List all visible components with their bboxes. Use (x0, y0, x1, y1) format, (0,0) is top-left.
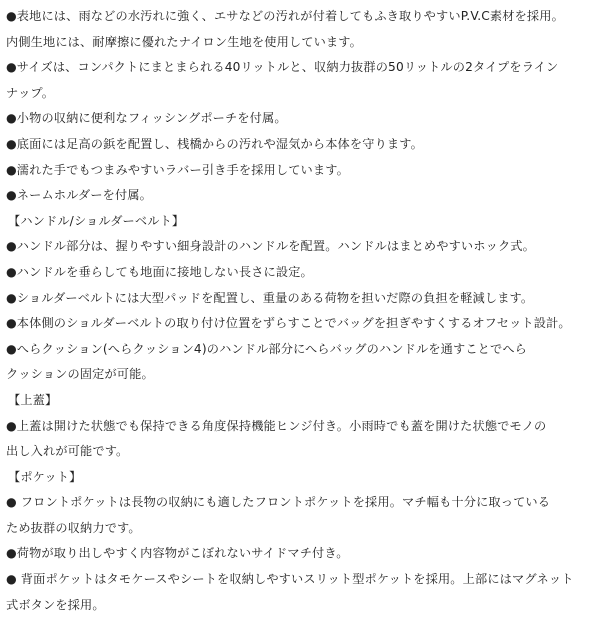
feature-line: クッションの固定が可能。 (6, 367, 154, 382)
feature-line: ●ハンドル部分は、握りやすい細身設計のハンドルを配置。ハンドルはまとめやすいホック式。 (6, 239, 535, 254)
section-heading-pocket: 【ポケット】 (8, 469, 82, 484)
section-heading-lid: 【上蓋】 (8, 392, 58, 407)
feature-line: ●上蓋は開けた状態でも保持できる角度保持機能ヒンジ付き。小雨時でも蓋を開けた状態でモノの (6, 418, 547, 433)
feature-line: ●濡れた手でもつまみやすいラバー引き手を採用しています。 (6, 162, 349, 177)
feature-line: 式ボタンを採用。 (6, 597, 105, 612)
feature-line: ● 背面ポケットはタモケースやシートを収納しやすいスリット型ポケットを採用。上部にはマグネット (6, 572, 574, 587)
feature-line: ●ショルダーベルトには大型パッドを配置し、重量のある荷物を担いだ際の負担を軽減します。 (6, 290, 534, 305)
section-heading-handle: 【ハンドル/ショルダーベルト】 (8, 213, 185, 228)
feature-line: ●小物の収納に便利なフィッシングポーチを付属。 (6, 111, 287, 126)
feature-line: ●底面には足高の鋲を配置し、桟橋からの汚れや湿気から本体を守ります。 (6, 136, 423, 151)
feature-line: ●荷物が取り出しやすく内容物がこぼれないサイドマチ付き。 (6, 546, 349, 561)
feature-line: 内側生地には、耐摩擦に優れたナイロン生地を使用しています。 (6, 34, 362, 49)
feature-line: ●表地には、雨などの水汚れに強く、エサなどの汚れが付着してもふき取りやすいP.V.C素材を採用。 (6, 9, 564, 23)
feature-line: 出し入れが可能です。 (6, 444, 129, 459)
feature-line: ●ネームホルダーを付属。 (6, 188, 153, 203)
feature-line: ●ハンドルを垂らしても地面に接地しない長さに設定。 (6, 264, 313, 279)
feature-line: ●へらクッション(へらクッション4)のハンドル部分にへらバッグのハンドルを通すことでへら (6, 341, 528, 356)
feature-line: ●サイズは、コンパクトにまとまられる40リットルと、収納力抜群の50リットルの2タイプをライン (6, 60, 559, 75)
feature-line: ナップ。 (6, 85, 55, 100)
feature-line: ため抜群の収納力です。 (6, 520, 141, 535)
feature-line: ● フロントポケットは長物の収納にも適したフロントポケットを採用。マチ幅も十分に取っている (6, 495, 551, 510)
feature-line: ●本体側のショルダーベルトの取り付け位置をずらすことでバッグを担ぎやすくするオフセット設計。 (6, 316, 571, 331)
